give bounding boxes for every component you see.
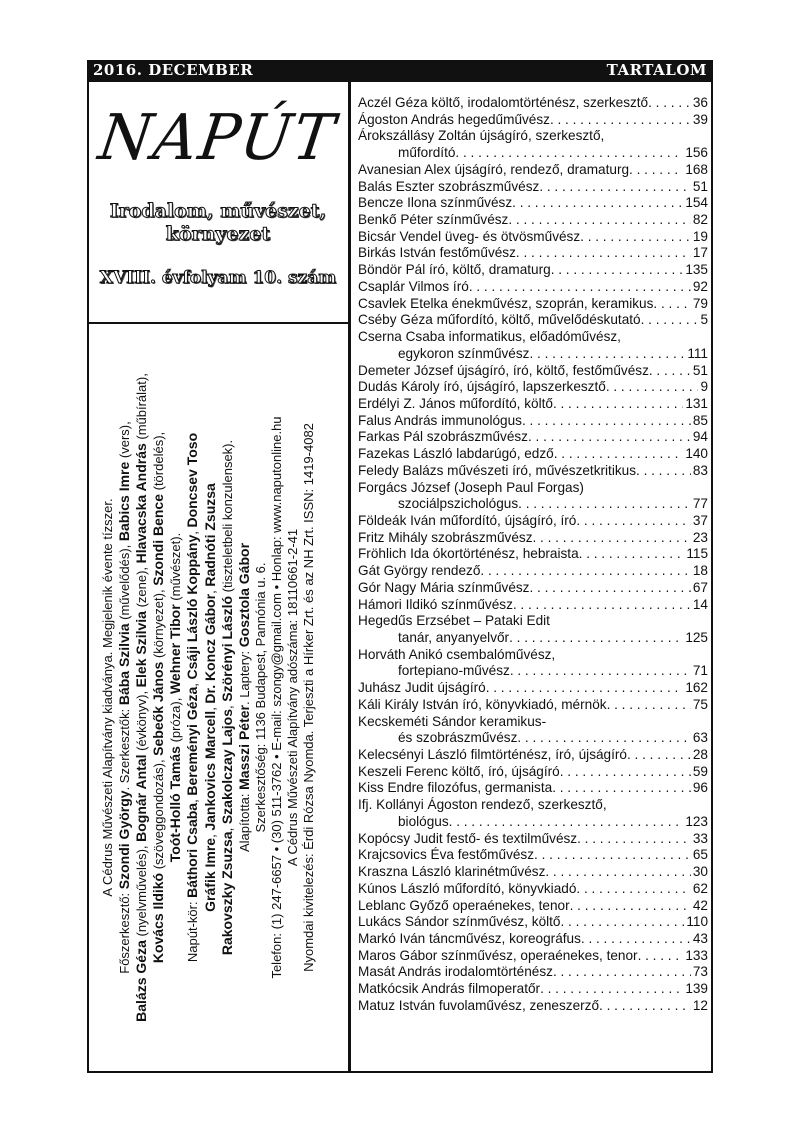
dot-leader [510, 663, 691, 680]
dot-leader [539, 179, 691, 196]
dot-leader [570, 898, 691, 915]
toc-entry [358, 797, 708, 830]
toc-entry [358, 379, 708, 396]
toc-entry-line [358, 279, 708, 296]
toc-entry-text: Cséby Géza műfordító, költő, művelődéskutató [358, 312, 641, 328]
toc-entry-line [358, 496, 708, 513]
toc-entry-line [358, 998, 708, 1015]
toc-entry-text: biológus [398, 813, 449, 829]
dot-leader [550, 112, 691, 129]
dot-leader [554, 446, 684, 463]
toc-page-number: 59 [692, 763, 708, 779]
toc-entry [358, 998, 708, 1015]
toc-entry-line [358, 647, 708, 664]
toc-entry-text: Aczél Géza költő, irodalomtörténész, szerkesztő [358, 95, 649, 110]
dot-leader [529, 580, 690, 597]
toc-page-number: 37 [692, 512, 708, 528]
toc-entry-text: Kelecsényi László filmtörténész, író, újságíró [358, 747, 627, 763]
toc-entry-line [358, 195, 708, 212]
dot-leader [509, 630, 683, 647]
toc-entry-text: Kúnos László műfordító, könyvkiadó [358, 880, 577, 896]
toc-entry [358, 764, 708, 781]
toc-entry-line [358, 797, 708, 814]
toc-entry-line [358, 312, 708, 329]
toc-entry-text: Fröhlich Ida ókortörténész, hebraista [358, 546, 579, 562]
toc-entry-line [358, 329, 708, 346]
toc-page-number: 85 [692, 412, 708, 428]
dot-leader [508, 212, 691, 229]
issue-date: 2016. DECEMBER [93, 61, 254, 79]
toc-entry [358, 279, 708, 296]
dot-leader [653, 296, 690, 313]
toc-entry-line [358, 613, 708, 630]
dot-leader [455, 145, 683, 162]
toc-entry-line [358, 546, 708, 563]
toc-page-number: 12 [692, 997, 708, 1013]
toc-page-number: 123 [685, 813, 708, 829]
toc-entry-line [358, 429, 708, 446]
toc-entry [358, 864, 708, 881]
dot-leader [512, 195, 683, 212]
dot-leader [486, 680, 684, 697]
toc-entry-text: Káli Király István író, könyvkiadó, mérnök [358, 696, 607, 712]
section-title: TARTALOM [606, 61, 707, 79]
toc-entry-line [358, 847, 708, 864]
toc-entry-text: Földeák Iván műfordító, újságíró, író [358, 512, 577, 528]
colophon [100, 335, 340, 1060]
toc-page-number: 96 [692, 780, 708, 796]
toc-page-number: 65 [692, 847, 708, 863]
toc-entry-text: Kopócsy Judit festő- és textilművész [358, 830, 578, 846]
toc-entry [358, 563, 708, 580]
toc-entry-line [358, 229, 708, 246]
toc-entry-text: Birkás István festőművész [358, 245, 516, 261]
toc-page-number: 139 [685, 981, 708, 997]
toc-page-number: 39 [692, 111, 708, 127]
toc-entry-line [358, 814, 708, 831]
dot-leader [516, 245, 691, 262]
toc-entry-text: Falus András immunológus [358, 412, 522, 428]
dot-leader [449, 814, 684, 831]
toc-entry [358, 229, 708, 246]
toc-entry-line [358, 346, 708, 363]
toc-entry-line [358, 630, 708, 647]
dot-leader [580, 229, 691, 246]
toc-entry-text: Masát András irodalomtörténész [358, 964, 553, 980]
toc-entry [358, 128, 708, 161]
toc-entry-line [358, 563, 708, 580]
toc-page-number: 110 [686, 914, 708, 930]
toc-entry [358, 597, 708, 614]
toc-entry [358, 964, 708, 981]
toc-entry [358, 530, 708, 547]
colophon-line: Kovács Ildikó (szöveggondozás), Sebeők János (környezet), Szondi Bence (tördelés), [150, 431, 167, 964]
toc-entry [358, 95, 708, 112]
masthead-divider [87, 322, 349, 324]
toc-entry-line [358, 513, 708, 530]
toc-entry [358, 329, 708, 362]
toc-entry-line [358, 296, 708, 313]
colophon-line: A Cédrus Művészeti Alapítvány adószáma: 18110661-2-41 [285, 528, 301, 867]
dot-leader [480, 563, 690, 580]
toc-page-number: 9 [700, 379, 708, 395]
toc-entry-text: Fazekas László labdarúgó, edző [358, 446, 554, 462]
toc-entry-text: Cserna Csaba informatikus, előadóművész, [358, 329, 621, 345]
toc-page-number: 92 [692, 278, 708, 294]
colophon-line: Napút-kör: Báthori Csaba, Bereményi Géza, Csáji László Koppány, Doncsev Toso [184, 432, 201, 963]
toc-entry-text: egykoron színművész [398, 345, 530, 361]
toc-page-number: 36 [692, 95, 708, 110]
toc-page-number: 18 [692, 563, 708, 579]
toc-entry-line [358, 128, 708, 145]
toc-entry-text: Csaplár Vilmos író [358, 278, 469, 294]
colophon-line: Rakovszky Zsuzsa, Szakolczay Lajos, Szörényi László (tiszteletbeli konzulensek). [218, 439, 235, 956]
toc-entry-text: Keszeli Ferenc költő, író, újságíró [358, 763, 560, 779]
toc-entry-line [358, 697, 708, 714]
dot-leader [534, 847, 691, 864]
toc-entry [358, 981, 708, 998]
toc-page-number: 33 [692, 830, 708, 846]
toc-entry [358, 446, 708, 463]
toc-page-number: 30 [692, 864, 708, 880]
toc-page-number: 115 [686, 546, 708, 562]
dot-leader [533, 530, 691, 547]
dot-leader [553, 396, 683, 413]
toc-entry-line [358, 463, 708, 480]
toc-entry [358, 312, 708, 329]
toc-entry-text: Markó Iván táncművész, koreográfus [358, 930, 581, 946]
toc-entry-line [358, 363, 708, 380]
dot-leader [553, 964, 691, 981]
toc-entry-text: Forgács József (Joseph Paul Forgas) [358, 479, 584, 495]
toc-entry [358, 948, 708, 965]
toc-entry [358, 363, 708, 380]
dot-leader [627, 747, 691, 764]
dot-leader [517, 730, 691, 747]
toc-entry [358, 179, 708, 196]
toc-entry-line [358, 964, 708, 981]
toc-entry-line [358, 413, 708, 430]
toc-page-number: 131 [685, 395, 708, 411]
toc-entry-text: Hámori Ildikó színművész [358, 596, 513, 612]
dot-leader [552, 780, 691, 797]
toc-page-number: 135 [685, 262, 708, 278]
toc-page-number: 42 [692, 897, 708, 913]
colophon-line: Balázs Géza (nyelvművelés), Bognár Antal (évkönyv), Elek Szilvia (zene), Hlavacska András (műbírálat), [133, 373, 150, 1022]
toc-entry-text: Ágoston András hegedűművész [358, 111, 550, 127]
dot-leader [607, 697, 691, 714]
dot-leader [581, 931, 691, 948]
dot-leader [560, 764, 691, 781]
issue-number: XVIII. évfolyam 10. szám [99, 268, 337, 288]
dot-leader [648, 95, 691, 112]
toc-entry [358, 647, 708, 680]
toc-entry-text: Bencze Ilona színművész [358, 195, 513, 211]
toc-entry-text: Juhász Judit újságíró [358, 680, 486, 696]
dot-leader [529, 346, 685, 363]
toc-entry-text: Csavlek Etelka énekművész, szoprán, keramikus [358, 295, 654, 311]
toc-entry-text: Lukács Sándor színművész, költő [358, 914, 561, 930]
toc-entry-text: Avanesian Alex újságíró, rendező, dramaturg [358, 161, 630, 177]
toc-entry [358, 245, 708, 262]
toc-entry-line [358, 981, 708, 998]
dot-leader [606, 379, 699, 396]
toc-entry-text: Demeter József újságíró, író, költő, festőművész [358, 362, 649, 378]
dot-leader [551, 262, 684, 279]
toc-entry [358, 195, 708, 212]
dot-leader [649, 363, 691, 380]
dot-leader [522, 413, 691, 430]
toc-entry [358, 714, 708, 747]
toc-entry-line [358, 764, 708, 781]
journal-subtitle [90, 200, 346, 246]
toc-entry-line [358, 898, 708, 915]
dot-leader [579, 546, 685, 563]
toc-entry-text: Hegedűs Erzsébet – Pataki Edit [358, 613, 550, 629]
dot-leader [638, 948, 684, 965]
toc-page-number: 43 [692, 930, 708, 946]
colophon-line: Gráfik Imre, Jankovics Marcell, Dr. Koncz Gábor, Radnóti Zsuzsa [201, 483, 218, 912]
toc-page-number: 73 [692, 964, 708, 980]
header-bar [87, 60, 713, 82]
toc-entry-text: Krajcsovics Éva festőművész [358, 847, 535, 863]
toc-entry-line [358, 262, 708, 279]
toc-entry [358, 112, 708, 129]
toc-entry [358, 463, 708, 480]
toc-entry-line [358, 881, 708, 898]
toc-entry-text: Erdélyi Z. János műfordító, költő [358, 395, 553, 411]
toc-entry [358, 780, 708, 797]
colophon-line: Telefon: (1) 247-6657 • (30) 511-3762 • E-mail: szongy@gmail.com • Honlap: www.naputonline.hu [268, 416, 284, 979]
toc-page-number: 133 [685, 947, 708, 963]
toc-entry-line [358, 245, 708, 262]
toc-entry-text: műfordító [398, 145, 456, 161]
colophon-line: Szerkesztőség: 1136 Budapest, Pannónia u. 6. [252, 562, 268, 833]
toc-entry [358, 212, 708, 229]
dot-leader [636, 463, 691, 480]
toc-entry-text: és szobrászművész [398, 730, 518, 746]
toc-page-number: 19 [692, 228, 708, 244]
toc-entry-line [358, 730, 708, 747]
dot-leader [576, 881, 690, 898]
toc-entry-text: Dudás Károly író, újságíró, lapszerkesztő [358, 379, 606, 395]
column-divider [348, 82, 351, 1073]
toc-entry-text: fortepiano-művész [398, 663, 510, 679]
toc-entry-text: Matkócsik András filmoperatőr [358, 981, 541, 997]
toc-entry-line [358, 95, 708, 112]
toc-page-number: 111 [687, 345, 708, 361]
toc-entry-text: Bicsár Vendel üveg- és ötvösművész [358, 228, 581, 244]
dot-leader [576, 513, 691, 530]
toc-entry [358, 480, 708, 513]
toc-entry [358, 546, 708, 563]
toc-page-number: 79 [692, 295, 708, 311]
toc-entry [358, 931, 708, 948]
toc-entry-line [358, 480, 708, 497]
colophon-line: Főszerkesztő: Szondi György. Szerkesztők: Bába Szilvia (művelődés), Babics Imre (vers), [116, 421, 133, 974]
toc-entry-text: Böndör Pál író, költő, dramaturg [358, 262, 551, 278]
toc-page-number: 162 [685, 680, 708, 696]
toc-page-number: 23 [692, 529, 708, 545]
toc-entry [358, 747, 708, 764]
toc-entry [358, 831, 708, 848]
toc-entry [358, 680, 708, 697]
toc-page-number: 67 [692, 579, 708, 595]
toc-page-number: 62 [692, 880, 708, 896]
table-of-contents [358, 95, 708, 1015]
colophon-line: Toót-Holló Tamás (próza), Wehner Tibor (művészet). [167, 532, 184, 863]
toc-entry-text: tanár, anyanyelvőr [398, 630, 510, 645]
subtitle-line: környezet [165, 223, 271, 245]
toc-page-number: 51 [692, 362, 708, 378]
dot-leader [469, 279, 691, 296]
colophon-line: Alapította: Masszi Péter. Laptery: Gosztola Gábor [235, 542, 252, 853]
toc-entry-text: Kiss Endre filozófus, germanista [358, 780, 553, 796]
dot-leader [518, 496, 691, 513]
toc-entry [358, 429, 708, 446]
toc-page-number: 17 [692, 245, 708, 261]
toc-entry [358, 613, 708, 646]
toc-entry-line [358, 864, 708, 881]
toc-entry [358, 914, 708, 931]
toc-entry-line [358, 212, 708, 229]
toc-page-number: 82 [692, 212, 708, 228]
toc-page-number: 63 [692, 730, 708, 746]
toc-entry-line [358, 663, 708, 680]
toc-entry-text: Horváth Anikó csembalóművész, [358, 646, 556, 662]
toc-entry-text: Fritz Mihály szobrászművész [358, 529, 533, 545]
toc-page-number: 156 [685, 145, 708, 161]
toc-entry-text: Matuz István fuvolaművész, zeneszerző [358, 997, 600, 1013]
toc-entry-line [358, 580, 708, 597]
dot-leader [561, 914, 685, 931]
toc-entry [358, 513, 708, 530]
dot-leader [599, 998, 691, 1015]
toc-entry-text: Kecskeméti Sándor keramikus- [358, 713, 547, 729]
toc-page-number: 77 [692, 496, 708, 512]
dot-leader [577, 831, 691, 848]
toc-entry [358, 162, 708, 179]
dot-leader [641, 312, 699, 329]
toc-page-number: 5 [700, 312, 708, 328]
toc-page-number: 125 [685, 630, 708, 645]
toc-page-number: 51 [692, 178, 708, 194]
toc-page-number: 94 [692, 429, 708, 445]
toc-entry-text: Árokszállásy Zoltán újságíró, szerkesztő, [358, 128, 605, 144]
toc-entry-text: Benkő Péter színművész [358, 212, 509, 228]
toc-entry [358, 847, 708, 864]
toc-entry-line [358, 179, 708, 196]
toc-entry [358, 580, 708, 597]
toc-entry [358, 697, 708, 714]
toc-entry-text: Ifj. Kollányi Ágoston rendező, szerkesztő, [358, 797, 607, 813]
toc-entry-line [358, 530, 708, 547]
toc-entry-line [358, 931, 708, 948]
toc-entry-text: Gór Nagy Mária színművész [358, 579, 530, 595]
dot-leader [528, 429, 691, 446]
toc-entry-line [358, 747, 708, 764]
toc-page-number: 168 [685, 161, 708, 177]
toc-entry-text: Farkas Pál szobrászművész [358, 429, 528, 445]
toc-page-number: 75 [692, 696, 708, 712]
toc-page-number: 14 [692, 596, 708, 612]
toc-entry-line [358, 597, 708, 614]
dot-leader [513, 597, 691, 614]
toc-entry-text: Maros Gábor színművész, operaénekes, tenor [358, 947, 638, 963]
toc-entry-line [358, 680, 708, 697]
toc-entry-text: szociálpszichológus [398, 496, 519, 512]
toc-entry [358, 296, 708, 313]
toc-entry-line [358, 831, 708, 848]
toc-page-number: 154 [685, 195, 708, 211]
toc-entry-line [358, 379, 708, 396]
toc-entry [358, 262, 708, 279]
toc-entry-line [358, 112, 708, 129]
toc-page-number: 28 [692, 747, 708, 763]
subtitle-line: Irodalom, művészet, [109, 200, 327, 222]
toc-entry [358, 881, 708, 898]
toc-entry-text: Kraszna László klarinétművész [358, 864, 546, 880]
toc-entry [358, 898, 708, 915]
toc-entry-line [358, 780, 708, 797]
toc-entry [358, 396, 708, 413]
dot-leader [540, 981, 683, 998]
dot-leader [545, 864, 691, 881]
toc-entry-text: Balás Eszter szobrászművész [358, 178, 540, 194]
toc-entry-line [358, 145, 708, 162]
toc-entry [358, 413, 708, 430]
toc-entry-text: Gát György rendező [358, 563, 481, 579]
toc-page-number: 71 [692, 663, 708, 679]
toc-entry-text: Leblanc Győző operaénekes, tenor [358, 897, 570, 913]
colophon-line: A Cédrus Művészeti Alapítvány kiadványa. Megjelenik évente tízszer. [100, 498, 115, 897]
toc-page-number: 140 [685, 446, 708, 462]
toc-page-number: 83 [692, 462, 708, 478]
toc-entry-text: Feledy Balázs művészeti író, művészetkritikus [358, 462, 637, 478]
toc-entry-line [358, 914, 708, 931]
colophon-line: Nyomdai kivitelezés: Érdi Rózsa Nyomda. Terjeszti a Hírker Zrt. és az NH Zrt. ISSN: 1419-4082 [301, 423, 317, 972]
journal-logo: NAPÚT [94, 101, 341, 175]
toc-entry-line [358, 446, 708, 463]
dot-leader [629, 162, 683, 179]
toc-entry-line [358, 396, 708, 413]
toc-entry-line [358, 162, 708, 179]
toc-entry-line [358, 714, 708, 731]
toc-entry-line [358, 948, 708, 965]
